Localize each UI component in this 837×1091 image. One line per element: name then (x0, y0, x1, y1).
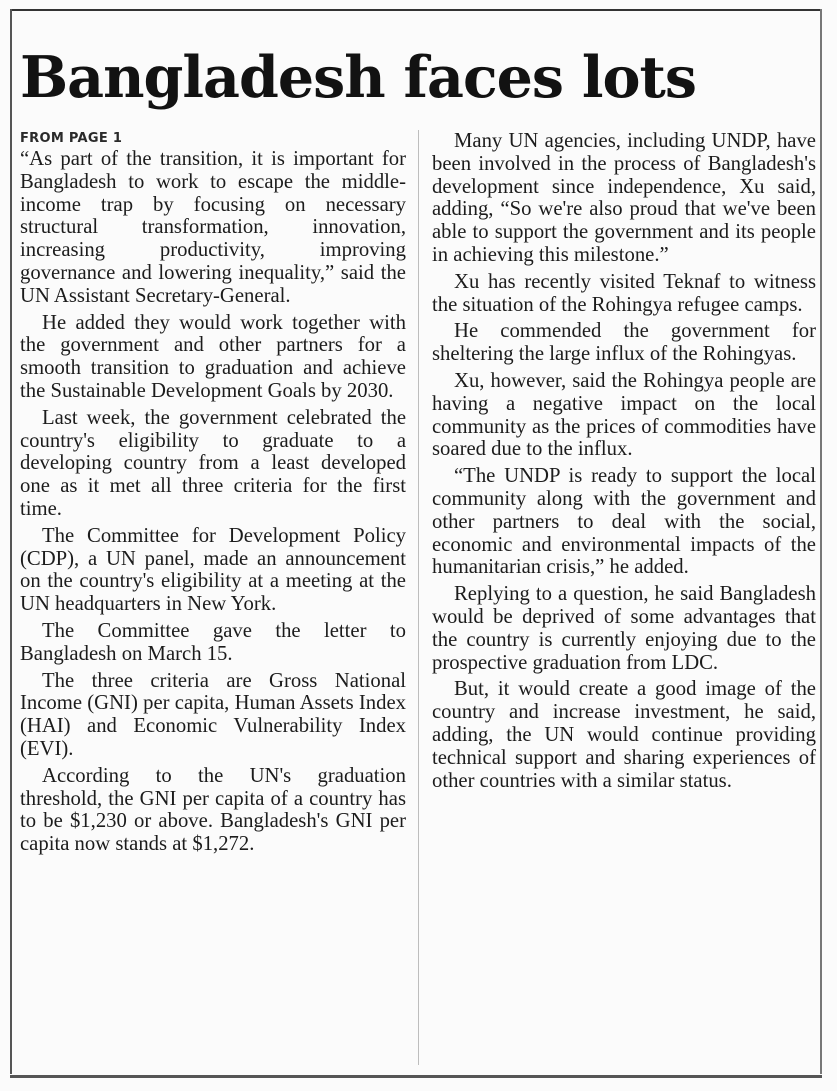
paragraph: “The UNDP is ready to support the local community along with the government and other partners to deal with the social, economic and environmental impacts of the humanitarian crisis,” he added. (432, 465, 816, 579)
right-column (432, 130, 816, 796)
paragraph: Xu, however, said the Rohingya people are having a negative impact on the local community as the prices of commodities have soared due to the influx. (432, 369, 816, 461)
paragraph: Xu has recently visited Teknaf to witness the situation of the Rohingya refugee camps. (432, 270, 816, 316)
paragraph: The Committee for Development Policy (CDP), a UN panel, made an announcement on the country's eligibility at a meeting at the UN headquarters in New York. (20, 524, 406, 616)
paragraph: He added they would work together with the government and other partners for a smooth transition to graduation and achieve the Sustainable Development Goals by 2030. (20, 311, 406, 402)
left-border-rule (10, 9, 12, 1074)
paragraph: But, it would create a good image of the country and increase investment, he said, adding, the UN would continue providing technical support and sharing experiences of other countries with a similar status. (432, 678, 816, 792)
paragraph: Many UN agencies, including UNDP, have been involved in the process of Bangladesh's development since independence, Xu said, adding, “So we're also proud that we've been able to support the government and its people in achieving this milestone.” (432, 130, 816, 266)
paragraph: The Committee gave the letter to Bangladesh on March 15. (20, 619, 406, 665)
paragraph: Last week, the government celebrated the country's eligibility to graduate to a developing country from a least developed one as it met all three criteria for the first time. (20, 406, 406, 520)
right-border-rule (820, 9, 822, 1074)
left-column (20, 128, 406, 860)
headline: Bangladesh faces lots (20, 44, 696, 111)
continuation-kicker: FROM PAGE 1 (20, 131, 123, 146)
paragraph: The three criteria are Gross National Income (GNI) per capita, Human Assets Index (HAI) and Economic Vulnerability Index (EVI). (20, 669, 406, 760)
paragraph: He commended the government for sheltering the large influx of the Rohingyas. (432, 320, 816, 366)
top-border-rule (10, 9, 822, 11)
paragraph: According to the UN's graduation threshold, the GNI per capita of a country has to be $1,230 or above. Bangladesh's GNI per capita now stands at $1,272. (20, 764, 406, 856)
paragraph: Replying to a question, he said Bangladesh would be deprived of some advantages that the country is currently enjoying due to the prospective graduation from LDC. (432, 583, 816, 674)
paragraph: “As part of the transition, it is important for Bangladesh to work to escape the middle-income trap by focusing on necessary structural transformation, innovation, increasing productivity, improving governance and lowering inequality,” said the UN Assistant Secretary-General. (20, 148, 406, 307)
column-divider (418, 130, 419, 1065)
bottom-border-rule (10, 1075, 822, 1078)
